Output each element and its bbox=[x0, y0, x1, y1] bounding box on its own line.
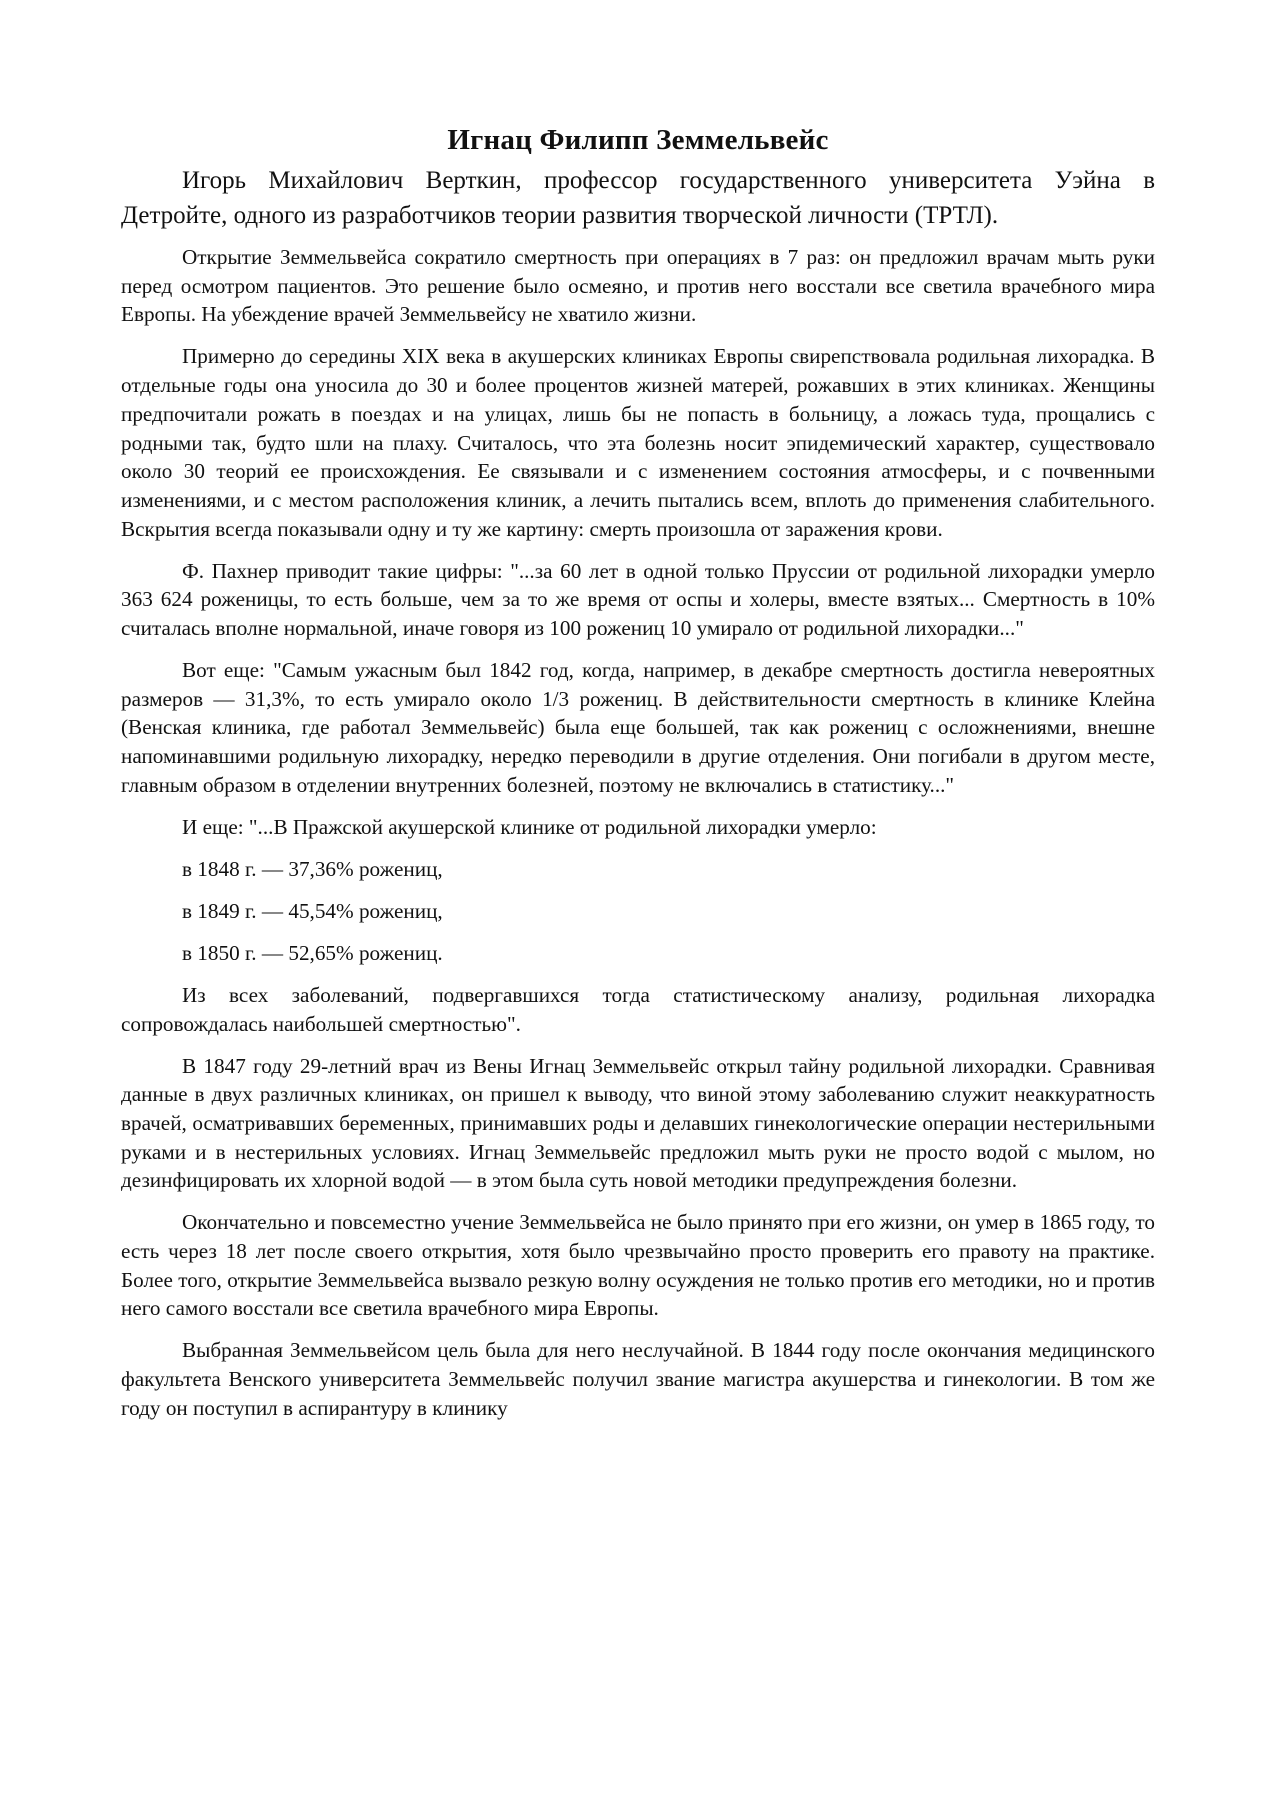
author-intro: Игорь Михайлович Верткин, профессор государственного университета Уэйна в Детройте, одного из разработчиков теории развития творческой личности (ТРТЛ). bbox=[121, 167, 1155, 229]
paragraph-career-start: Выбранная Земмельвейсом цель была для него неслучайной. В 1844 году после окончания медицинского факультета Венского университета Земмельвейс получил звание магистра акушерства и гинекологии. В том же году он поступил в аспирантуру в клинику bbox=[121, 1338, 1155, 1420]
paragraph-puerperal-fever: Примерно до середины XIX века в акушерских клиниках Европы свирепствовала родильная лихорадка. В отдельные годы она уносила до 30 и более процентов жизней матерей, рожавших в этих клиниках. Женщины предпочитали рожать в поездах и на улицах, лишь бы не попасть в больницу, а ложась туда, прощались с родными так, будто шли на плаху. Считалось, что эта болезнь носит эпидемический характер, существовало около 30 теорий ее происхождения. Ее связывали и с изменением состояния атмосферы, и с почвенными изменениями, и с местом расположения клиник, а лечить пытались всем, вплоть до применения слабительного. Вскрытия всегда показывали одну и ту же картину: смерть произошла от заражения крови. bbox=[121, 344, 1155, 541]
document-title: Игнац Филипп Земмельвейс bbox=[447, 124, 829, 156]
paragraph-highest-mortality: Из всех заболеваний, подвергавшихся тогда статистическому анализу, родильная лихорадка сопровождалась наибольшей смертностью". bbox=[121, 982, 1155, 1036]
paragraph-1847-discovery: В 1847 году 29-летний врач из Вены Игнац Земмельвейс открыл тайну родильной лихорадки. Сравнивая данные в двух различных клиниках, он пришел к выводу, что виной этому заболеванию служит неаккуратность врачей, осматривавших беременных, принимавших роды и делавших гинекологические операции нестерильными руками и в нестерильных условиях. Игнац Земмельвейс предложил мыть руки не просто водой с мылом, но дезинфицировать их хлорной водой — в этом была суть новой методики предупреждения болезни. bbox=[121, 1053, 1155, 1193]
paragraph-1842-quote: Вот еще: "Самым ужасным был 1842 год, когда, например, в декабре смертность достигла невероятных размеров — 31,3%, то есть умирало около 1/3 рожениц. В действительности смертность в клинике Клейна (Венская клиника, где работал Земмельвейс) была еще большей, так как рожениц с осложнениями, внешне напоминавшими родильную лихорадку, нередко переводили в другие отделения. Они погибали в другом месте, главным образом в отделении внутренних болезней, поэтому не включались в статистику..." bbox=[121, 658, 1155, 797]
stat-line-1849: в 1849 г. — 45,54% рожениц, bbox=[182, 898, 443, 923]
paragraph-prague-intro: И еще: "...В Пражской акушерской клинике от родильной лихорадки умерло: bbox=[182, 814, 877, 839]
document-page bbox=[121, 0, 1155, 1436]
paragraph-rejection: Окончательно и повсеместно учение Земмельвейса не было принято при его жизни, он умер в 1865 году, то есть через 18 лет после своего открытия, хотя было чрезвычайно просто проверить его правоту на практике. Более того, открытие Земмельвейса вызвало резкую волну осуждения не только против его методики, но и против него самого восстали все светила врачебного мира Европы. bbox=[121, 1210, 1155, 1321]
stat-line-1850: в 1850 г. — 52,65% рожениц. bbox=[182, 940, 443, 965]
paragraph-pachner-quote: Ф. Пахнер приводит такие цифры: "...за 60 лет в одной только Пруссии от родильной лихорадки умерло 363 624 роженицы, то есть больше, чем за то же время от оспы и холеры, вместе взятых... Смертность в 10% считалась вполне нормальной, иначе говоря из 100 рожениц 10 умирало от родильной лихорадки..." bbox=[121, 558, 1155, 641]
stat-line-1848: в 1848 г. — 37,36% рожениц, bbox=[182, 856, 443, 881]
paragraph-discovery-summary: Открытие Земмельвейса сократило смертность при операциях в 7 раз: он предложил врачам мыть руки перед осмотром пациентов. Это решение было осмеяно, и против него восстали все светила врачебного мира Европы. На убеждение врачей Земмельвейсу не хватило жизни. bbox=[121, 245, 1155, 327]
